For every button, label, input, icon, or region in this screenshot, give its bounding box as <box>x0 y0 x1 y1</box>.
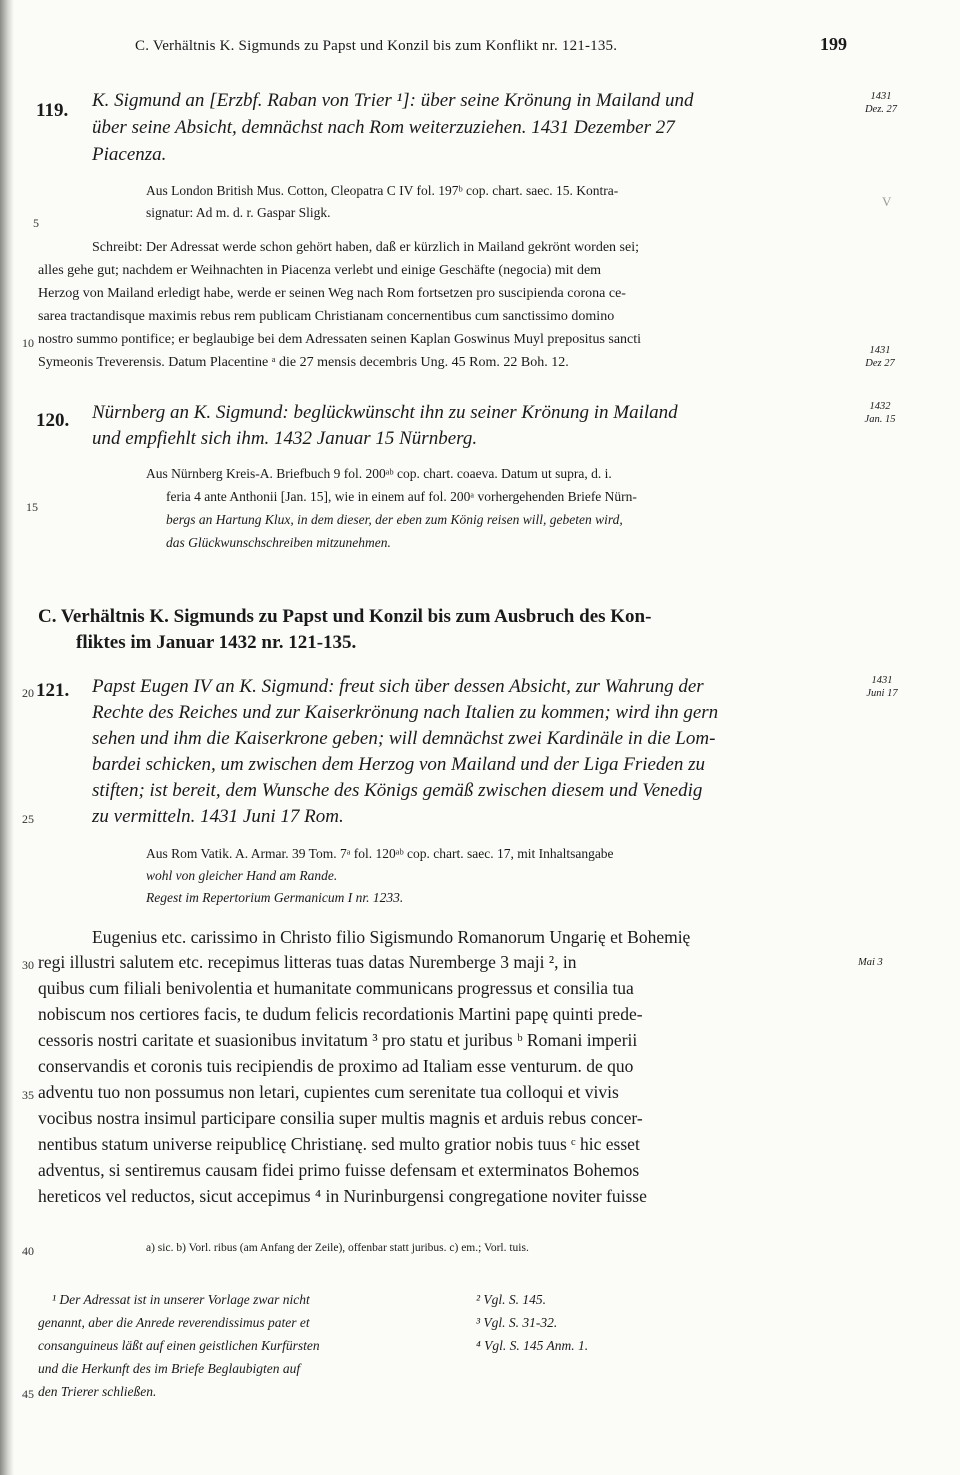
letter-text-line: conservandis et coronis tuis recipiendis de proximo ad Italiam esse venturum. de quo <box>38 1056 634 1076</box>
letter-text-line: nentibus statum universe reipublicę Christianę. sed multo gratior nobis tuus ᶜ hic esset <box>38 1134 640 1154</box>
entry-121-title-line: Rechte des Reiches und zur Kaiserkrönung nach Italien zu kommen; wird ihn gern <box>92 702 719 723</box>
entry-120-title-line: und empfiehlt sich ihm. 1432 Januar 15 Nürnberg. <box>92 428 478 449</box>
entry-120-source-line: Aus Nürnberg Kreis-A. Briefbuch 9 fol. 200ᵃᵇ cop. chart. coaeva. Datum ut supra, d. i. <box>146 466 612 481</box>
letter-text-line: nobiscum nos certiores facis, te dudum felicis recordationis Martini papę quinti prede- <box>38 1004 643 1024</box>
entry-121-title-line: bardei schicken, um zwischen dem Herzog von Mailand und der Liga Frieden zu <box>92 754 706 775</box>
section-heading-line: fliktes im Januar 1432 nr. 121-135. <box>76 632 357 653</box>
critical-apparatus: a) sic. b) Vorl. ribus (am Anfang der Zeile), offenbar statt juribus. c) em.; Vorl. tuis. <box>146 1242 529 1254</box>
entry-120-title-line: Nürnberg an K. Sigmund: beglückwünscht ihn zu seiner Krönung in Mailand <box>92 402 678 423</box>
entry-120-source-line: das Glückwunschschreiben mitzunehmen. <box>166 535 391 550</box>
entry-121-source-line: Regest im Repertorium Germanicum I nr. 1233. <box>146 890 404 905</box>
line-number: 10 <box>22 336 34 350</box>
entry-119-margin-date-2: 1431 Dez 27 <box>865 345 895 369</box>
entry-121-title-line: sehen und ihm die Kaiserkrone geben; will demnächst zwei Kardinäle in die Lom- <box>92 728 716 749</box>
entry-119-summary-line: sarea tractandisque maximis rebus rem publicam Christianam concernentibus cum sanctissimo domino <box>38 309 615 324</box>
letter-text-line: Eugenius etc. carissimo in Christo filio Sigismundo Romanorum Ungarię et Bohemię <box>92 927 691 947</box>
page-edge-shadow <box>0 0 14 1475</box>
running-header: C. Verhältnis K. Sigmunds zu Papst und Konzil bis zum Konflikt nr. 121-135. <box>135 38 618 54</box>
entry-119-source-line: signatur: Ad m. d. r. Gaspar Sligk. <box>146 205 331 220</box>
entry-120-margin-date: 1432 Jan. 15 <box>864 401 896 425</box>
entry-119-margin-date: 1431 Dez. 27 <box>864 91 898 115</box>
letter-text-line: vocibus nostra insimul participare consilia super multis magnis et arduis rebus concer- <box>38 1108 643 1128</box>
footnote-line: ⁴ Vgl. S. 145 Anm. 1. <box>476 1338 589 1353</box>
entry-121-title-line: Papst Eugen IV an K. Sigmund: freut sich über dessen Absicht, zur Wahrung der <box>92 676 704 697</box>
line-number: 40 <box>22 1244 34 1258</box>
letter-text-line: adventu tuo non possumus non letari, cupientes cum serenitate tua colloqui et vivis <box>38 1082 619 1102</box>
entry-119-summary-line: nostro summo pontifice; er beglaubige bei dem Adressaten seinen Kaplan Goswinus Muyl prepositus sancti <box>38 332 642 347</box>
entry-119-summary-line: Herzog von Mailand erledigt habe, werde er seinen Weg nach Rom fortsetzen pro suscipienda corona ce- <box>38 286 626 301</box>
entry-121-title-line: zu vermitteln. 1431 Juni 17 Rom. <box>92 806 344 827</box>
entry-119-title-line: Piacenza. <box>92 144 167 165</box>
entry-119-title-line: über seine Absicht, demnächst nach Rom weiterzuziehen. 1431 Dezember 27 <box>92 117 675 138</box>
entry-120-source-line: feria 4 ante Anthonii [Jan. 15], wie in einem auf fol. 200ᵃ vorhergehenden Briefe Nürn- <box>166 489 637 504</box>
page-number: 199 <box>820 34 847 54</box>
footnote-line: ³ Vgl. S. 31-32. <box>476 1315 558 1330</box>
line-number: 45 <box>22 1387 34 1401</box>
entry-119-summary-line: Schreibt: Der Adressat werde schon gehört haben, daß er kürzlich in Mailand gekrönt worden sei; <box>92 240 639 255</box>
line-number: 25 <box>22 812 34 826</box>
entry-119-title-line: K. Sigmund an [Erzbf. Raban von Trier ¹]: über seine Krönung in Mailand und <box>92 90 694 111</box>
entry-119-source-line: Aus London British Mus. Cotton, Cleopatra C IV fol. 197ᵇ cop. chart. saec. 15. Kontra- <box>146 183 619 198</box>
check-mark-icon: V <box>882 194 892 209</box>
letter-text-line: hereticos vel reductos, sicut accepimus ⁴ in Nurinburgensi congregatione noviter fuisse <box>38 1186 647 1206</box>
entry-121-source-line: wohl von gleicher Hand am Rande. <box>146 868 338 883</box>
section-heading-line: C. Verhältnis K. Sigmunds zu Papst und Konzil bis zum Ausbruch des Kon- <box>38 606 652 627</box>
footnote-line: genannt, aber die Anrede reverendissimus pater et <box>38 1315 310 1330</box>
entry-120-number: 120. <box>36 410 70 431</box>
entry-121-number: 121. <box>36 680 70 701</box>
footnote-line: ² Vgl. S. 145. <box>476 1292 547 1307</box>
letter-text-line: adventus, si sentiremus causam fidei primo fuisse defensam et exterminatos Bohemos <box>38 1160 640 1180</box>
entry-119-number: 119. <box>36 100 69 121</box>
letter-text-line: regi illustri salutem etc. recepimus litteras tuas datas Nuremberge 3 maji ², in <box>38 952 577 972</box>
footnote-line: consanguineus läßt auf einen geistlichen Kurfürsten <box>38 1338 320 1353</box>
line-number: 5 <box>33 216 39 230</box>
entry-121-source-line: Aus Rom Vatik. A. Armar. 39 Tom. 7ᵃ fol. 120ᵃᵇ cop. chart. saec. 17, mit Inhaltsangabe <box>146 846 614 861</box>
footnote-line: ¹ Der Adressat ist in unserer Vorlage zwar nicht <box>52 1292 310 1307</box>
letter-text-line: quibus cum filiali benivolentia et humanitate communicans progressus et consilia tua <box>38 978 634 998</box>
line-number: 15 <box>26 500 38 514</box>
letter-text-line: cessoris nostri caritate et suasionibus invitatum ³ pro statu et juribus ᵇ Romani imperii <box>38 1030 638 1050</box>
line-number: 35 <box>22 1088 34 1102</box>
footnote-line: und die Herkunft des im Briefe Beglaubigten auf <box>38 1361 301 1376</box>
entry-121-title-line: stiften; ist bereit, dem Wunsche des Königs gemäß zwischen diesem und Venedig <box>92 780 703 801</box>
entry-119-summary-line: alles gehe gut; nachdem er Weihnachten in Piacenza verlebt und einige Geschäfte (negocia) mit dem <box>38 263 602 278</box>
entry-121-margin-note: Mai 3 <box>858 957 883 968</box>
footnote-line: den Trierer schließen. <box>38 1384 157 1399</box>
entry-121-margin-date: 1431 Juni 17 <box>866 675 898 699</box>
entry-119-summary-line: Symeonis Treverensis. Datum Placentine ᵃ die 27 mensis decembris Ung. 45 Rom. 22 Boh. 12. <box>38 355 569 370</box>
line-number: 20 <box>22 686 34 700</box>
line-number: 30 <box>22 958 34 972</box>
entry-120-source-line: bergs an Hartung Klux, in dem dieser, der eben zum König reisen will, gebeten wird, <box>166 512 623 527</box>
